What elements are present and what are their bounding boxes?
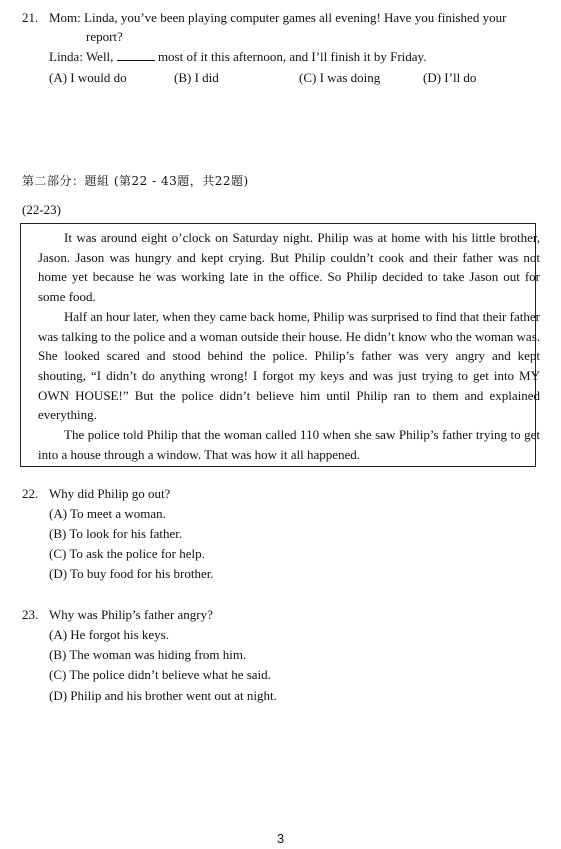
section-heading: 第二部分：題組 (第22 - 43題，共22題) xyxy=(22,174,249,188)
dialogue-line-mom-continued: report? xyxy=(86,29,123,44)
question-text: Why was Philip’s father angry? xyxy=(49,607,213,622)
option-a[interactable]: (A) He forgot his keys. xyxy=(49,627,169,642)
answer-blank xyxy=(117,47,155,61)
option-a[interactable]: (A) I would do xyxy=(49,70,127,85)
dialogue-linda-before-blank: Linda: Well, xyxy=(49,49,114,64)
reading-passage xyxy=(38,228,540,464)
question-number: 23. xyxy=(22,607,39,622)
passage-paragraph: Half an hour later, when they came back home, Philip was surprised to find that their father was talking to the police and a woman outside their house. He didn’t know who the woman was. She looked scared and stood behind the police. Philip’s father was very angry and kept shouting, “I didn’t do anything wrong! I forgot my keys and was just trying to get into MY OWN HOUSE!” But the police didn’t believe him until Philip ran to them and explained everything. xyxy=(38,308,540,423)
option-a[interactable]: (A) To meet a woman. xyxy=(49,506,166,521)
page-number: 3 xyxy=(276,831,285,846)
option-c[interactable]: (C) To ask the police for help. xyxy=(49,546,205,561)
dialogue-line-linda xyxy=(49,47,426,67)
option-d[interactable]: (D) Philip and his brother went out at night. xyxy=(49,688,277,703)
dialogue-line-mom: Mom: Linda, you’ve been playing computer games all evening! Have you finished your xyxy=(49,10,507,25)
option-c[interactable]: (C) I was doing xyxy=(299,70,381,85)
dialogue-linda-after-blank: most of it this afternoon, and I’ll finish it by Friday. xyxy=(157,49,427,64)
passage-paragraph: It was around eight o’clock on Saturday night. Philip was at home with his little brother, Jason. Jason was hungry and kept crying. But Philip couldn’t cook and their father was not home yet because he was working late in the office. So Philip decided to take Jason out for some food. xyxy=(38,230,540,305)
option-b[interactable]: (B) The woman was hiding from him. xyxy=(49,647,247,662)
passage-paragraph: The police told Philip that the woman called 110 when she saw Philip’s father trying to get into a house through a window. That was how it all happened. xyxy=(38,427,540,462)
option-b[interactable]: (B) I did xyxy=(174,70,219,85)
question-text: Why did Philip go out? xyxy=(49,486,171,501)
option-d[interactable]: (D) To buy food for his brother. xyxy=(49,566,214,581)
question-group-label: (22-23) xyxy=(22,202,61,217)
option-d[interactable]: (D) I’ll do xyxy=(423,70,477,85)
option-b[interactable]: (B) To look for his father. xyxy=(49,526,183,541)
question-number: 21. xyxy=(22,10,39,25)
option-c[interactable]: (C) The police didn’t believe what he said. xyxy=(49,667,271,682)
question-number: 22. xyxy=(22,486,39,501)
